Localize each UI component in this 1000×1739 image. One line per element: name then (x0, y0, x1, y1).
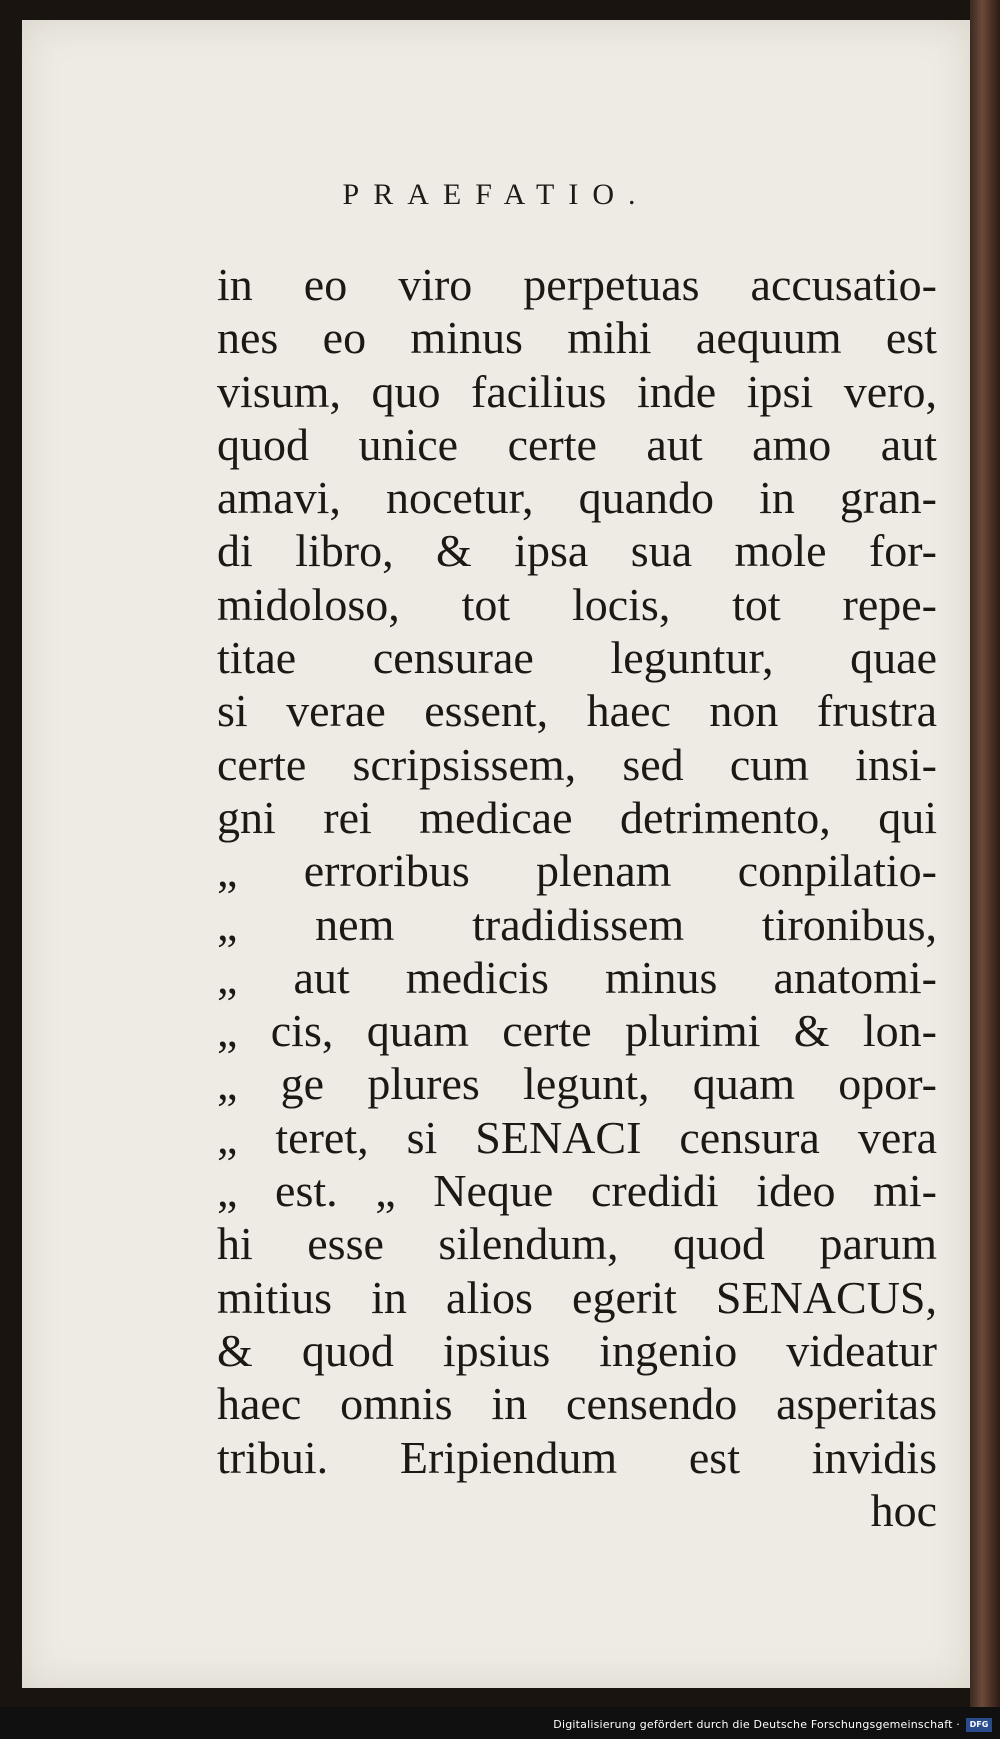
text-line: titae censurae leguntur, quae (217, 632, 937, 684)
text-line: „ teret, si SENACI censura vera (217, 1111, 937, 1163)
text-line: midoloso, tot locis, tot repe- (217, 578, 937, 630)
text-line: „ cis, quam certe plurimi & lon- (217, 1005, 937, 1057)
text-line: gni rei medicae detrimento, qui (217, 791, 937, 843)
catchword: hoc (870, 1484, 937, 1536)
text-line: nes eo minus mihi aequum est (217, 312, 937, 364)
dfg-logo-icon: DFG (966, 1718, 992, 1732)
footer-bar (0, 1707, 1000, 1739)
text-line: tribui. Eripiendum est invidis (217, 1431, 937, 1483)
book-page (22, 20, 970, 1688)
text-line: visum, quo facilius inde ipsi vero, (217, 365, 937, 417)
text-line: haec omnis in censendo asperitas (217, 1378, 937, 1430)
text-line: amavi, nocetur, quando in gran- (217, 472, 937, 524)
running-head: PRAEFATIO. (342, 178, 650, 211)
book-spine-edge (970, 0, 1000, 1739)
text-line: „ erroribus plenam conpilatio- (217, 845, 937, 897)
text-line: di libro, & ipsa sua mole for- (217, 525, 937, 577)
text-line: si verae essent, haec non frustra (217, 685, 937, 737)
text-line: „ nem tradidissem tironibus, (217, 898, 937, 950)
text-line: & quod ipsius ingenio videatur (217, 1324, 937, 1376)
text-line: certe scripsissem, sed cum insi- (217, 738, 937, 790)
text-line: mitius in alios egerit SENACUS, (217, 1271, 937, 1323)
text-line: „ ge plures legunt, quam opor- (217, 1058, 937, 1110)
footer-credit: Digitalisierung gefördert durch die Deutsche Forschungsgemeinschaft · (553, 1718, 960, 1731)
body-text (217, 258, 937, 1537)
text-line: in eo viro perpetuas accusatio- (217, 259, 937, 310)
text-line: „ aut medicis minus anatomi- (217, 951, 937, 1003)
text-line: hi esse silendum, quod parum (217, 1218, 937, 1270)
text-line: quod unice certe aut amo aut (217, 418, 937, 470)
text-line: „ est. „ Neque credidi ideo mi- (217, 1165, 937, 1217)
